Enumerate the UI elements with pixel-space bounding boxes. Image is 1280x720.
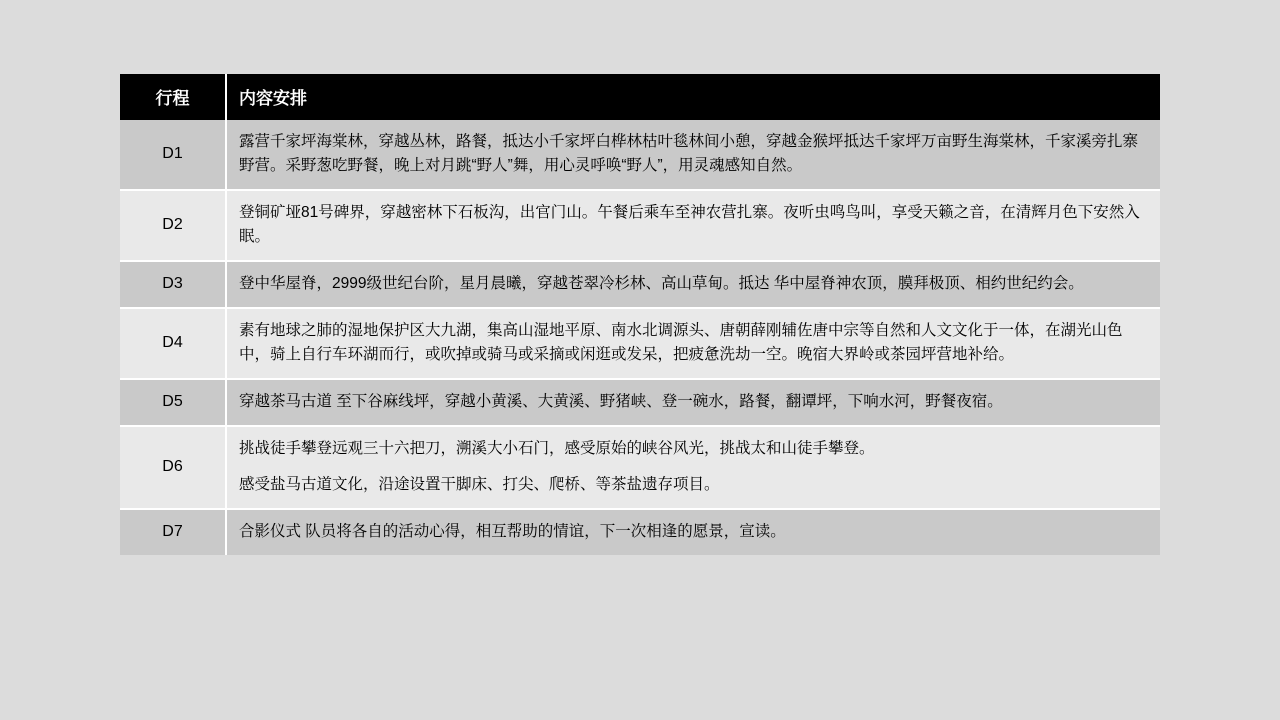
- table-row: [120, 120, 1160, 190]
- row-content-d5: [226, 379, 1160, 426]
- row-day-d3: D3: [120, 261, 226, 308]
- row-day-d5: D5: [120, 379, 226, 426]
- table-row: [120, 509, 1160, 555]
- table-row: [120, 308, 1160, 379]
- column-header-content: 内容安排: [226, 74, 1160, 120]
- row-day-d4: D4: [120, 308, 226, 379]
- table-row: [120, 426, 1160, 509]
- row-content-d1: [226, 120, 1160, 190]
- table-row: [120, 261, 1160, 308]
- column-header-day: 行程: [120, 74, 226, 120]
- row-paragraph: 登中华屋脊，2999级世纪台阶，星月晨曦，穿越苍翠冷杉林、高山草甸。抵达 华中屋脊神农顶，膜拜极顶、相约世纪约会。: [239, 275, 1084, 293]
- row-day-d1: D1: [120, 120, 226, 190]
- itinerary-table: [120, 74, 1160, 555]
- itinerary-table-container: [120, 74, 1160, 555]
- table-row: [120, 190, 1160, 261]
- row-paragraph: 露营千家坪海棠林，穿越丛林，路餐，抵达小千家坪白桦林枯叶毯林间小憩，穿越金猴坪抵达千家坪万亩野生海棠林，千家溪旁扎寨野营。采野葱吃野餐，晚上对月跳“野人”舞，用心灵呼唤“野人”，用灵魂感知自然。: [239, 133, 1139, 175]
- row-content-d4: [226, 308, 1160, 379]
- row-content-d7: [226, 509, 1160, 555]
- row-paragraph: 穿越茶马古道 至下谷麻线坪，穿越小黄溪、大黄溪、野猪峡、登一碗水，路餐，翻谭坪，下响水河，野餐夜宿。: [239, 393, 1003, 411]
- row-day-d6: D6: [120, 426, 226, 509]
- row-content-d2: [226, 190, 1160, 261]
- row-content-d3: [226, 261, 1160, 308]
- table-row: [120, 379, 1160, 426]
- row-content-d6: [226, 426, 1160, 509]
- table-header: [120, 74, 1160, 120]
- row-paragraph: 挑战徒手攀登远观三十六把刀，溯溪大小石门，感受原始的峡谷风光，挑战太和山徒手攀登。: [239, 440, 875, 458]
- table-body: [120, 120, 1160, 555]
- row-day-d2: D2: [120, 190, 226, 261]
- row-paragraph: 登铜矿垭81号碑界，穿越密林下石板沟，出官门山。午餐后乘车至神农营扎寨。夜听虫鸣鸟叫，享受天籁之音，在清辉月色下安然入眠。: [239, 204, 1140, 246]
- row-paragraph: 感受盐马古道文化，沿途设置干脚床、打尖、爬桥、等茶盐遗存项目。: [239, 476, 720, 494]
- row-paragraph: 素有地球之肺的湿地保护区大九湖，集高山湿地平原、南水北调源头、唐朝薛刚辅佐唐中宗等自然和人文文化于一体，在湖光山色中，骑上自行车环湖而行，或吹掉或骑马或采摘或闲逛或发呆，把疲惫洗劫一空。晚宿大界岭或茶园坪营地补给。: [239, 322, 1123, 364]
- table-header-row: [120, 74, 1160, 120]
- row-paragraph: 合影仪式 队员将各自的活动心得，相互帮助的情谊，下一次相逢的愿景，宣读。: [239, 523, 786, 541]
- row-day-d7: D7: [120, 509, 226, 555]
